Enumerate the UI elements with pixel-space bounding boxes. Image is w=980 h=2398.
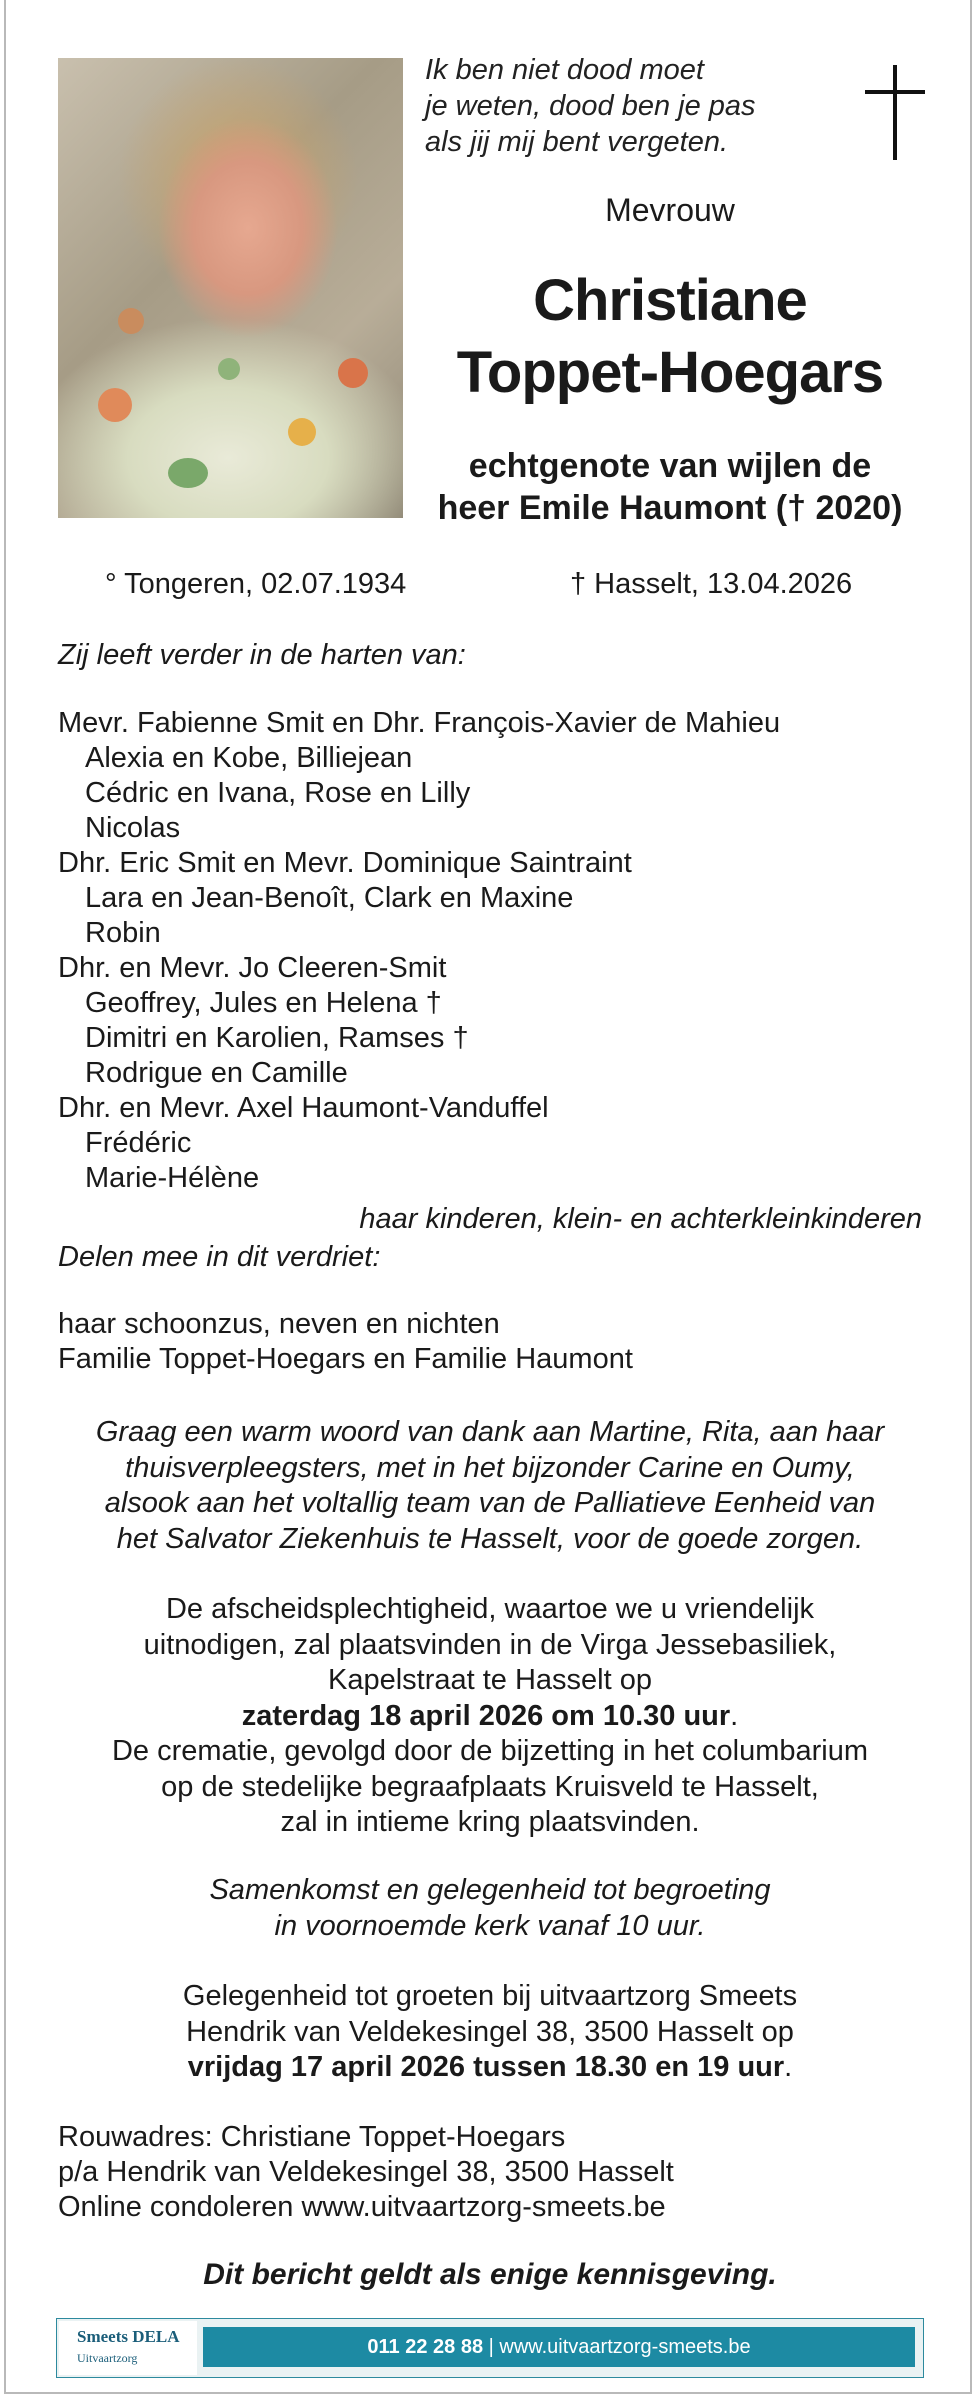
- thanks-line: alsook aan het voltallig team van de Palliatieve Eenheid van: [104, 1487, 876, 1519]
- address-line: Rouwadres: Christiane Toppet-Hoegars: [58, 2121, 566, 2153]
- grandchild-line: Rodrigue en Camille: [85, 1057, 348, 1089]
- funeral-home-logo: Smeets DELA Uitvaartzorg: [59, 2321, 197, 2375]
- gathering-paragraph: [40, 1873, 940, 1944]
- child-line: Dhr. Eric Smit en Mevr. Dominique Saintraint: [58, 847, 632, 879]
- visitation-date-line: vrijdag 17 april 2026 tussen 18.30 en 19 uur.: [187, 2051, 793, 2083]
- ceremony-line: Kapelstraat te Hasselt op: [327, 1664, 652, 1696]
- ceremony-line: zal in intieme kring plaatsvinden.: [280, 1806, 700, 1838]
- child-line: Mevr. Fabienne Smit en Dhr. François-Xavier de Mahieu: [58, 707, 781, 739]
- funeral-home-banner: [56, 2318, 924, 2378]
- thanks-line: thuisverpleegsters, met in het bijzonder Carine en Oumy,: [125, 1451, 855, 1484]
- thanks-paragraph: [40, 1415, 940, 1557]
- spouse-line: heer Emile Haumont († 2020): [437, 489, 903, 527]
- spouse-line: echtgenote van wijlen de: [468, 447, 872, 485]
- ceremony-line: De afscheidsplechtigheid, waartoe we u vriendelijk: [165, 1593, 815, 1625]
- visitation-paragraph: [40, 1979, 940, 2086]
- verse-line: je weten, dood ben je pas: [425, 90, 756, 122]
- ceremony-line: uitnodigen, zal plaatsvinden in de Virga Jessebasiliek,: [143, 1628, 837, 1661]
- name-line: Toppet-Hoegars: [456, 340, 884, 405]
- phone-number[interactable]: 011 22 28 88: [367, 2336, 484, 2358]
- name-line: Christiane: [533, 268, 807, 333]
- birth-date: ° Tongeren, 02.07.1934: [105, 568, 407, 600]
- visitation-date: vrijdag 17 april 2026 tussen 18.30 en 19 uur: [187, 2051, 785, 2083]
- title-prefix: Mevrouw: [605, 192, 735, 228]
- notice-text: Dit bericht geldt als enige kennisgeving.: [203, 2258, 777, 2291]
- ceremony-line: op de stedelijke begraafplaats Kruisveld te Hasselt,: [161, 1770, 819, 1803]
- portrait-photo: [58, 58, 403, 518]
- child-line: Dhr. en Mevr. Jo Cleeren-Smit: [58, 952, 447, 984]
- grandchild-line: Lara en Jean-Benoît, Clark en Maxine: [85, 882, 574, 914]
- child-line: Dhr. en Mevr. Axel Haumont-Vanduffel: [58, 1092, 549, 1124]
- ceremony-date: zaterdag 18 april 2026 om 10.30 uur: [241, 1699, 731, 1732]
- grandchild-line: Dimitri en Karolien, Ramses †: [85, 1022, 469, 1054]
- cross-icon: [865, 65, 925, 160]
- grandchild-line: Cédric en Ivana, Rose en Lilly: [85, 777, 471, 809]
- grandchild-line: Robin: [85, 917, 161, 949]
- memorial-verse: [425, 52, 845, 160]
- spouse-info: [400, 445, 940, 529]
- other-relatives: [58, 1307, 633, 1377]
- family-list: [58, 706, 780, 1196]
- deceased-name: [400, 265, 940, 409]
- address-line: p/a Hendrik van Veldekesingel 38, 3500 Hasselt: [58, 2156, 674, 2188]
- gathering-line: Samenkomst en gelegenheid tot begroeting: [209, 1874, 771, 1906]
- verse-line: Ik ben niet dood moet: [425, 54, 704, 86]
- grandchild-line: Marie-Hélène: [85, 1162, 260, 1194]
- contact-bar: 011 22 28 88 | www.uitvaartzorg-smeets.be: [203, 2327, 915, 2367]
- visitation-line: Hendrik van Veldekesingel 38, 3500 Hasselt op: [186, 2015, 794, 2048]
- ceremony-line: De crematie, gevolgd door de bijzetting in het columbarium: [111, 1735, 868, 1767]
- visitation-line: Gelegenheid tot groeten bij uitvaartzorg Smeets: [182, 1980, 798, 2012]
- relative-line: Familie Toppet-Hoegars en Familie Haumont: [58, 1343, 633, 1375]
- mourning-address: [58, 2120, 674, 2225]
- thanks-line: Graag een warm woord van dank aan Martine, Rita, aan haar: [95, 1416, 885, 1448]
- ceremony-date-line: zaterdag 18 april 2026 om 10.30 uur.: [241, 1699, 739, 1732]
- family-relation: haar kinderen, klein- en achterkleinkinderen: [359, 1203, 922, 1235]
- death-date: † Hasselt, 13.04.2026: [570, 568, 853, 600]
- gathering-line: in voornoemde kerk vanaf 10 uur.: [274, 1909, 706, 1942]
- condolence-link[interactable]: Online condoleren www.uitvaartzorg-smeets.be: [58, 2191, 666, 2223]
- verse-line: als jij mij bent vergeten.: [425, 126, 729, 158]
- thanks-line: het Salvator Ziekenhuis te Hasselt, voor de goede zorgen.: [116, 1522, 864, 1555]
- grandchild-line: Nicolas: [85, 812, 181, 844]
- website-link[interactable]: www.uitvaartzorg-smeets.be: [499, 2336, 751, 2358]
- grandchild-line: Frédéric: [85, 1127, 192, 1159]
- ceremony-paragraph: [40, 1592, 940, 1841]
- relative-line: haar schoonzus, neven en nichten: [58, 1308, 500, 1340]
- family-intro: Zij leeft verder in de harten van:: [58, 639, 466, 671]
- share-intro: Delen mee in dit verdriet:: [58, 1241, 381, 1273]
- grandchild-line: Geoffrey, Jules en Helena †: [85, 987, 442, 1019]
- grandchild-line: Alexia en Kobe, Billiejean: [85, 742, 413, 774]
